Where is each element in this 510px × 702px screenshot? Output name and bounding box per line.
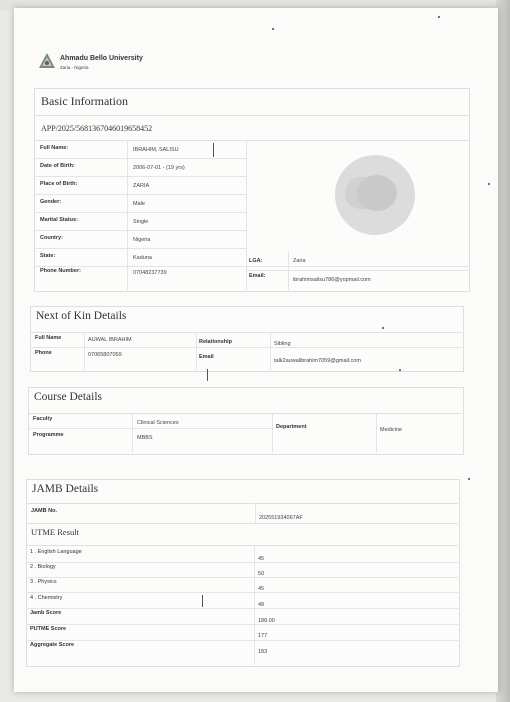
row-divider bbox=[34, 176, 246, 177]
field-value-dob: 2006-07-01 - (19 yrs) bbox=[133, 165, 185, 171]
scan-speck bbox=[399, 369, 401, 371]
jamb-details-card bbox=[26, 479, 460, 667]
jamb-details-title: JAMB Details bbox=[32, 483, 99, 495]
field-label-place-of-birth: Place of Birth: bbox=[40, 181, 78, 187]
divider bbox=[26, 545, 458, 546]
kin-relationship-label: Relationship bbox=[199, 339, 233, 345]
scan-speck bbox=[272, 28, 274, 30]
column-divider bbox=[127, 140, 128, 290]
kin-full-name-label: Full Name bbox=[35, 335, 62, 341]
scan-mark bbox=[207, 369, 208, 381]
row-divider bbox=[34, 194, 246, 195]
row-divider bbox=[34, 230, 246, 231]
divider bbox=[34, 115, 469, 116]
row-divider bbox=[34, 248, 246, 249]
course-details-title: Course Details bbox=[34, 391, 103, 403]
column-divider bbox=[255, 503, 256, 523]
field-label-country: Country: bbox=[40, 235, 63, 241]
field-value-email: ibrahimsalisu786@yopmail.com bbox=[293, 277, 371, 283]
column-divider bbox=[376, 413, 377, 453]
field-label-lga: LGA: bbox=[249, 258, 263, 264]
faculty-label: Faculty bbox=[33, 416, 53, 422]
jamb-no-label: JAMB No. bbox=[31, 508, 57, 514]
department-value: Medicine bbox=[380, 427, 403, 433]
field-label-marital-status: Marital Status: bbox=[40, 217, 78, 223]
row-divider bbox=[28, 428, 274, 429]
column-divider bbox=[270, 332, 271, 370]
page-right-edge bbox=[496, 0, 510, 702]
row-divider bbox=[26, 592, 458, 593]
scan-speck bbox=[488, 183, 490, 185]
row-divider bbox=[34, 266, 469, 267]
applicant-photo bbox=[335, 155, 415, 235]
column-divider bbox=[254, 545, 255, 665]
row-divider bbox=[26, 577, 458, 578]
field-value-place-of-birth: ZARIA bbox=[133, 183, 150, 189]
utme-subject-label: 1 . English Language bbox=[30, 549, 82, 555]
utme-subject-score: 45 bbox=[258, 556, 265, 562]
scan-speck bbox=[438, 16, 440, 18]
row-divider bbox=[34, 212, 246, 213]
university-logo-icon bbox=[38, 52, 56, 70]
field-label-phone: Phone Number: bbox=[40, 268, 81, 274]
column-divider bbox=[288, 252, 289, 290]
utme-subject-score: 48 bbox=[258, 602, 265, 608]
divider bbox=[34, 140, 469, 141]
field-value-lga: Zaria bbox=[293, 258, 306, 264]
row-divider bbox=[34, 158, 246, 159]
utme-result-title: UTME Result bbox=[31, 527, 79, 537]
field-label-full-name: Full Name: bbox=[40, 145, 69, 151]
application-number: APP/2025/56813670460196​58452 bbox=[41, 124, 153, 133]
row-divider bbox=[26, 640, 458, 641]
row-divider bbox=[26, 608, 458, 609]
university-name: Ahmadu Bello University bbox=[60, 55, 143, 62]
row-divider bbox=[26, 562, 458, 563]
utme-subject-label: 3 . Physics bbox=[30, 579, 57, 585]
scan-speck bbox=[382, 327, 384, 329]
row-divider bbox=[26, 624, 458, 625]
field-value-full-name: IBRAHIM, SALISU bbox=[133, 147, 179, 153]
scan-mark bbox=[213, 143, 214, 157]
row-divider bbox=[246, 270, 468, 271]
aggregate-score-label: Aggregate Score bbox=[30, 642, 75, 648]
utme-subject-score: 45 bbox=[258, 586, 265, 592]
photo-silhouette bbox=[357, 175, 397, 211]
kin-full-name-value: AUWAL IBRAHIM bbox=[88, 337, 132, 343]
putme-score-label: PUTME Score bbox=[30, 626, 67, 632]
utme-subject-label: 4 . Chemistry bbox=[30, 595, 63, 601]
basic-info-title: Basic Information bbox=[41, 94, 128, 108]
row-divider bbox=[30, 347, 462, 348]
aggregate-score-value: 183 bbox=[258, 649, 268, 655]
field-label-gender: Gender: bbox=[40, 199, 62, 205]
university-location: Zaria - Nigeria bbox=[60, 65, 89, 70]
kin-phone-label: Phone bbox=[35, 350, 52, 356]
field-label-dob: Date of Birth: bbox=[40, 163, 75, 169]
column-divider bbox=[272, 413, 273, 453]
field-value-phone: 07048237739 bbox=[133, 270, 167, 276]
kin-relationship-value: Sibling bbox=[274, 341, 291, 347]
faculty-value: Clinical Sciences bbox=[137, 420, 179, 426]
jamb-score-value: 188.00 bbox=[258, 618, 275, 624]
divider bbox=[26, 503, 458, 504]
field-label-state: State: bbox=[40, 253, 56, 259]
column-divider bbox=[132, 413, 133, 453]
column-divider bbox=[84, 332, 85, 370]
column-divider bbox=[246, 140, 247, 290]
jamb-no-value: 202551934067AF bbox=[259, 515, 303, 521]
kin-email-value: talk2auwalibrahim7059@gmail.com bbox=[274, 358, 361, 364]
field-value-marital-status: Single bbox=[133, 219, 149, 225]
field-value-gender: Male bbox=[133, 201, 145, 207]
department-label: Department bbox=[276, 424, 307, 430]
divider bbox=[30, 332, 462, 333]
field-value-country: Nigeria bbox=[133, 237, 151, 243]
field-value-state: Kaduna bbox=[133, 255, 152, 261]
kin-phone-value: 07065807059 bbox=[88, 352, 122, 358]
utme-subject-score: 50 bbox=[258, 571, 265, 577]
column-divider bbox=[196, 332, 197, 370]
jamb-score-label: Jamb Score bbox=[30, 610, 62, 616]
kin-email-label: Email bbox=[199, 354, 214, 360]
scan-speck bbox=[468, 478, 470, 480]
programme-label: Programme bbox=[33, 432, 64, 438]
field-label-email: Email: bbox=[249, 273, 266, 279]
divider bbox=[26, 523, 458, 524]
scan-mark bbox=[202, 595, 203, 607]
programme-value: MBBS bbox=[137, 435, 153, 441]
utme-subject-label: 2 . Biology bbox=[30, 564, 56, 570]
putme-score-value: 177 bbox=[258, 633, 268, 639]
divider bbox=[28, 413, 462, 414]
next-of-kin-title: Next of Kin Details bbox=[36, 310, 127, 322]
